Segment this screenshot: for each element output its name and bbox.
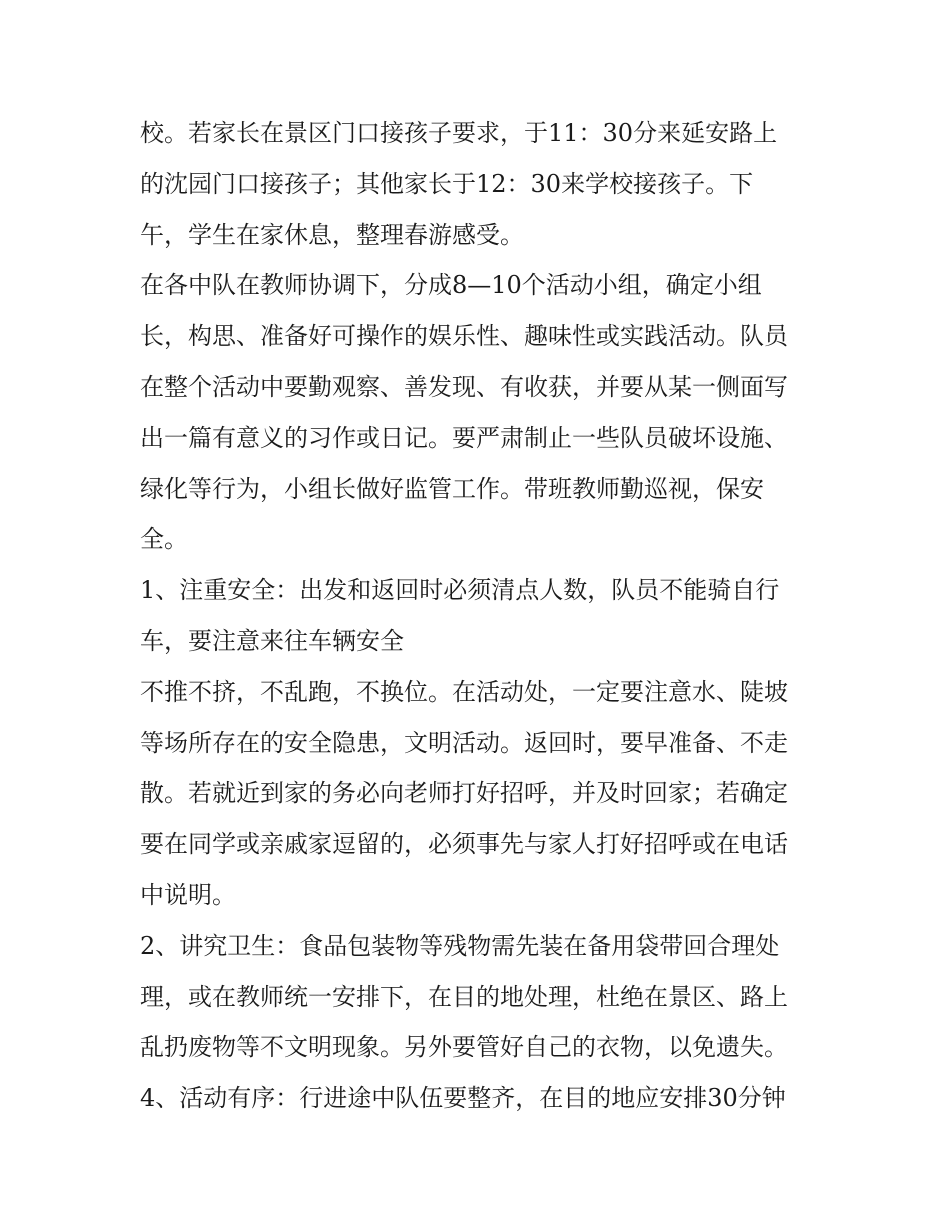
text-line-11: 车，要注意来往车辆安全 [140, 626, 404, 655]
text-line-19: 乱扔废物等不文明现象。另外要管好自己的衣物，以免遗失。 [140, 1033, 788, 1062]
text-line-7: 出一篇有意义的习作或日记。要严肃制止一些队员破坏设施、 [140, 423, 788, 452]
text-line-15: 要在同学或亲戚家逗留的，必须事先与家人打好招呼或在电话 [140, 830, 788, 859]
text-line-14: 散。若就近到家的务必向老师打好招呼，并及时回家；若确定 [140, 779, 788, 808]
text-line-3: 午，学生在家休息，整理春游感受。 [140, 220, 524, 249]
text-line-9: 全。 [140, 525, 188, 554]
text-line-12: 不推不挤，不乱跑，不换位。在活动处，一定要注意水、陡坡 [140, 677, 788, 706]
text-line-1: 校。若家长在景区门口接孩子要求，于11：30分来延安路上 [140, 119, 778, 147]
text-line-10: 1、注重安全：出发和返回时必须清点人数，队员不能骑自行 [140, 576, 780, 605]
document-body [140, 108, 820, 1124]
text-line-16: 中说明。 [140, 880, 236, 909]
text-line-17: 2、讲究卫生：食品包装物等残物需先装在备用袋带回合理处 [140, 931, 780, 960]
text-line-6: 在整个活动中要勤观察、善发现、有收获，并要从某一侧面写 [140, 372, 788, 401]
text-line-4: 在各中队在教师协调下，分成8—10个活动小组，确定小组 [140, 271, 762, 300]
text-line-5: 长，构思、准备好可操作的娱乐性、趣味性或实践活动。队员 [140, 322, 788, 351]
text-line-13: 等场所存在的安全隐患，文明活动。返回时，要早准备、不走 [140, 728, 788, 757]
text-line-20: 4、活动有序：行进途中队伍要整齐，在目的地应安排30分钟 [140, 1084, 786, 1113]
text-line-8: 绿化等行为，小组长做好监管工作。带班教师勤巡视，保安 [140, 474, 764, 503]
text-line-18: 理，或在教师统一安排下，在目的地处理，杜绝在景区、路上 [140, 982, 788, 1011]
text-line-2: 的沈园门口接孩子；其他家长于12：30来学校接孩子。下 [140, 169, 754, 198]
